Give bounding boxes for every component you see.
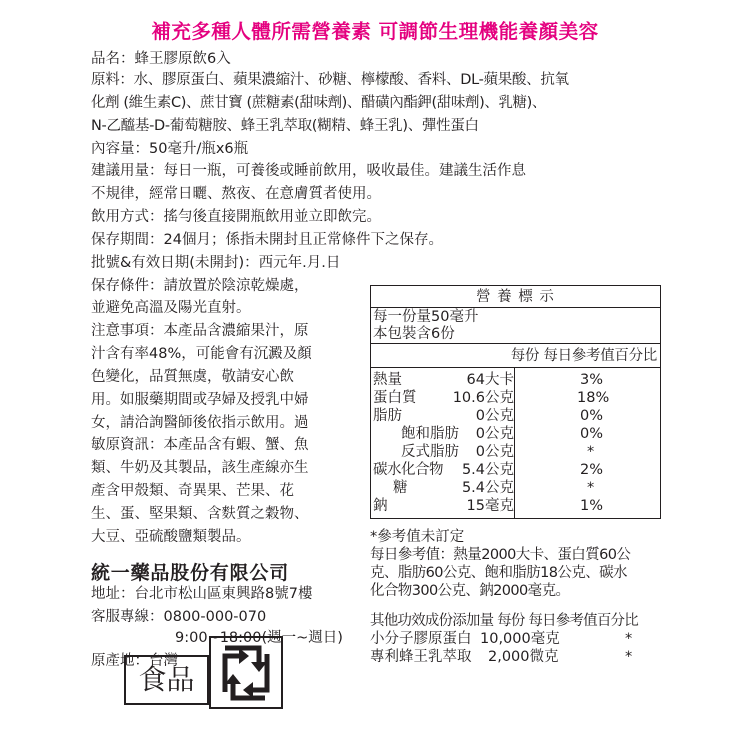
- company-address: 地址：台北市松山區東興路8號7樓: [91, 586, 313, 602]
- caution-line: 色變化，品質無虞，敬請安心飲: [91, 369, 294, 385]
- food-mark-label: 食品: [138, 663, 195, 696]
- caution-line: 注意事項：本產品含濃縮果汁，原: [91, 323, 309, 339]
- allergen-line: 生、蛋、堅果類、含麩質之穀物、: [91, 506, 309, 522]
- nutrient-amount: 5.4公克: [461, 462, 514, 478]
- caution-line: 女，請洽詢醫師後依指示飲用。過: [91, 415, 309, 431]
- nutrient-name: 蛋白質: [373, 390, 417, 406]
- daily-reference-note: 每日參考值：熱量2000大卡、蛋白質60公: [370, 547, 631, 563]
- caution-line: 用。如服藥期間或孕婦及授乳中婦: [91, 392, 309, 408]
- daily-reference-note: 化合物300公克、鈉2000毫克。: [370, 583, 570, 599]
- content-volume-line: 內容量：50毫升/瓶x6瓶: [91, 141, 249, 157]
- nutrition-table: [370, 285, 661, 519]
- allergen-line: 類、牛奶及其製品，該生產線亦生: [91, 460, 309, 476]
- nutrient-amount: 15毫克: [466, 498, 514, 514]
- nutrient-name: 反式脂肪: [401, 444, 459, 460]
- food-mark: [124, 655, 209, 705]
- nutrient-name: 脂肪: [373, 408, 402, 424]
- usage-method-line: 飲用方式：搖勻後直接開瓶飲用並立即飲完。: [91, 209, 381, 225]
- nutrient-name: 碳水化合物: [373, 462, 443, 478]
- allergen-line: 敏原資訊：本產品含有蝦、蟹、魚: [91, 437, 309, 453]
- ingredients-line: N-乙醯基-D-葡萄糖胺、蜂王乳萃取(糊精、蜂王乳)、彈性蛋白: [91, 118, 479, 134]
- nutrient-amount: 0公克: [475, 426, 514, 442]
- storage-line: 保存條件：請放置於陰涼乾燥處，: [91, 278, 309, 294]
- ingredient-daily-value: *: [625, 631, 633, 647]
- ingredient-name: 專利蜂王乳萃取: [370, 649, 472, 665]
- nutrient-name: 熱量: [373, 372, 402, 388]
- recycle-arrows-icon: [211, 638, 281, 707]
- nutrient-daily-value: 1%: [580, 498, 604, 514]
- nutrient-name: 飽和脂肪: [401, 426, 459, 442]
- service-hours: 9:00~18:00(週一~週日): [175, 630, 343, 646]
- functional-ingredients-header: 其他功效成份添加量 每份 每日參考值百分比: [370, 613, 638, 629]
- nutrient-amount: 5.4公克: [461, 480, 514, 496]
- nutrient-daily-value: 3%: [580, 372, 604, 388]
- headline: 補充多種人體所需營養素 可調節生理機能養顏美容: [151, 20, 599, 43]
- nutrient-daily-value: 0%: [580, 408, 604, 424]
- shelf-life-line: 保存期間：24個月；係指未開封且正常條件下之保存。: [91, 232, 443, 248]
- country-of-origin: 原產地：台灣: [91, 653, 178, 669]
- nutrient-daily-value: 18%: [577, 390, 610, 406]
- nutrient-amount: 0公克: [475, 408, 514, 424]
- nutrient-daily-value: *: [587, 444, 595, 460]
- ingredient-amount: 2,000微克: [488, 649, 559, 665]
- recycle-icon: [209, 636, 283, 709]
- servings-per-pack: 本包裝含6份: [373, 326, 455, 342]
- ingredients-line: 化劑 (維生素C)、蔗甘寶 (蔗糖素(甜味劑)、醋磺內酯鉀(甜味劑)、乳糖)、: [91, 95, 546, 111]
- nutrient-amount: 0公克: [475, 444, 514, 460]
- nutrient-daily-value: 2%: [580, 462, 604, 478]
- daily-reference-note: 克、脂肪60公克、飽和脂肪18公克、碳水: [370, 565, 627, 581]
- allergen-line: 產含甲殼類、奇異果、芒果、花: [91, 483, 294, 499]
- ingredient-name: 小分子膠原蛋白: [370, 631, 472, 647]
- nutrient-name: 鈉: [373, 498, 388, 514]
- suggested-use-line: 不規律，經常日曬、熬夜、在意膚質者使用。: [91, 186, 381, 202]
- serving-size: 每一份量50毫升: [373, 309, 479, 325]
- batch-expiry-line: 批號&有效日期(未開封)：西元年.月.日: [91, 255, 341, 271]
- allergen-line: 大豆、亞硫酸鹽類製品。: [91, 529, 251, 545]
- nutrient-amount: 64大卡: [466, 372, 514, 388]
- ingredient-amount: 10,000毫克: [480, 631, 560, 647]
- company-name: 統一藥品股份有限公司: [91, 562, 290, 584]
- nutrient-amount: 10.6公克: [452, 390, 514, 406]
- nutrition-column-header: 每份 每日參考值百分比: [510, 348, 657, 364]
- storage-line: 並避免高溫及陽光直射。: [91, 300, 251, 316]
- nutrient-daily-value: 0%: [580, 426, 604, 442]
- nutrient-daily-value: *: [587, 480, 595, 496]
- service-hotline: 客服專線：0800-000-070: [91, 609, 267, 625]
- caution-line: 汁含有率48%，可能會有沉澱及顏: [91, 346, 312, 362]
- nutrient-name: 糖: [393, 480, 408, 496]
- suggested-use-line: 建議用量：每日一瓶，可養後或睡前飲用，吸收最佳。建議生活作息: [91, 163, 526, 179]
- ingredient-daily-value: *: [625, 649, 633, 665]
- nutrition-title: 營 養 標 示: [476, 289, 555, 305]
- product-name-line: 品名：蜂王膠原飲6入: [91, 51, 231, 67]
- ingredients-line: 原料：水、膠原蛋白、蘋果濃縮汁、砂糖、檸檬酸、香料、DL-蘋果酸、抗氧: [91, 72, 569, 88]
- footnote-not-established: *參考值未訂定: [370, 529, 465, 545]
